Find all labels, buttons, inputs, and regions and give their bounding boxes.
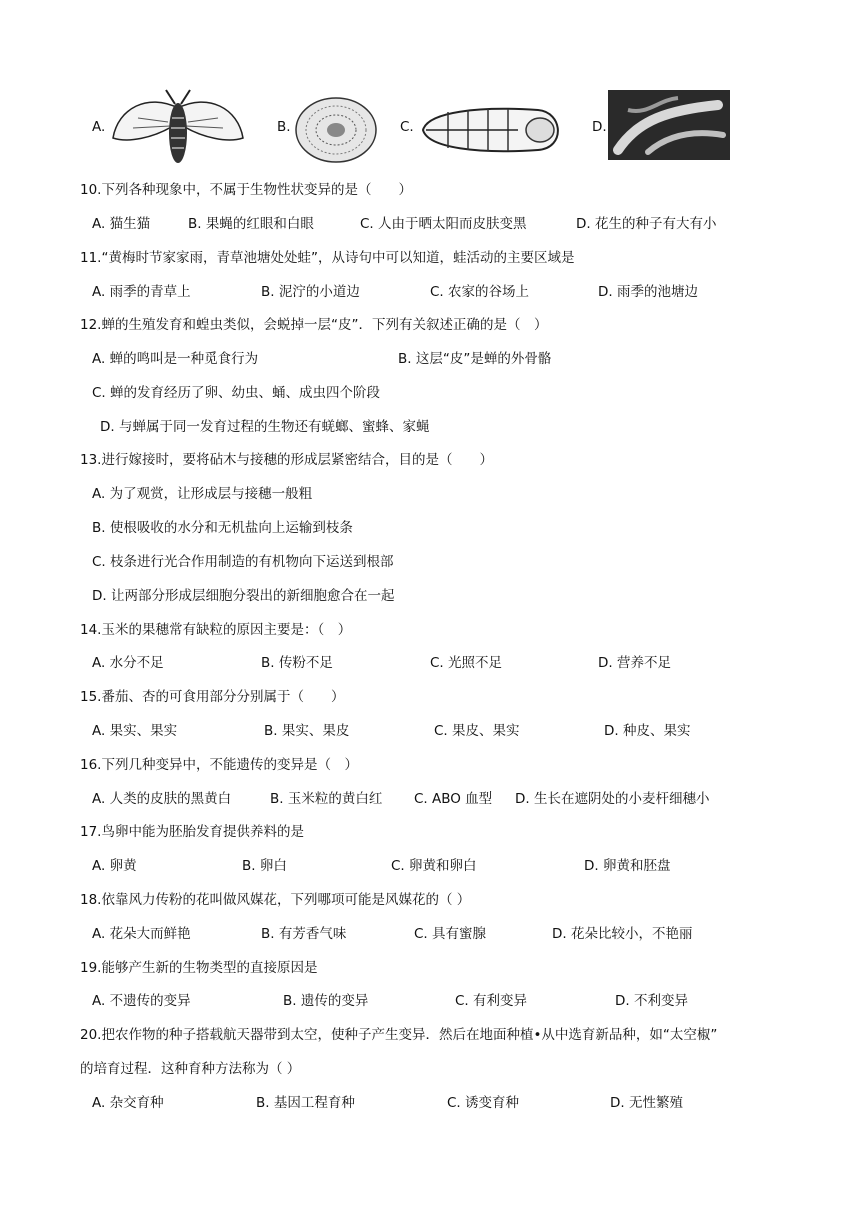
option-c: C. ABO 血型 [414,791,493,807]
option-b: B. 有芳香气味 [261,926,347,942]
option-b: B. 传粉不足 [261,655,333,671]
question-13-stem: 13.进行嫁接时，要将砧木与接穗的形成层紧密结合，目的是（ ） [80,452,493,468]
option-b: B. 果实、果皮 [264,723,350,739]
option-label: D. [592,119,607,135]
larva-icon [608,90,730,160]
option-c: C. 具有蜜腺 [414,926,487,942]
option-a: A. 人类的皮肤的黑黄白 [92,791,232,807]
option-a: A. 蝉的鸣叫是一种觅食行为 [92,351,259,367]
option-b: B. 卵白 [242,858,287,874]
option-d: D. 不利变异 [615,993,688,1009]
option-c: C. 卵黄和卵白 [391,858,477,874]
option-a: A. 卵黄 [92,858,137,874]
option-d: D. 与蝉属于同一发育过程的生物还有蜣螂、蜜蜂、家蝇 [100,419,430,435]
option-c: C. 农家的谷场上 [430,284,530,300]
option-d: D. 营养不足 [598,655,671,671]
option-d: D. 花生的种子有大有小 [576,216,717,232]
option-c: C. 人由于晒太阳而皮肤变黑 [360,216,527,232]
question-11-stem: 11.“黄梅时节家家雨，青草池塘处处蛙”，从诗句中可以知道，蛙活动的主要区域是 [80,250,575,266]
option-label: C. [400,119,414,135]
option-a: A. 果实、果实 [92,723,178,739]
option-d: D. 雨季的池塘边 [598,284,698,300]
question-20-stem: 20.把农作物的种子搭载航天器带到太空，使种子产生变异．然后在地面种植•从中选育新品种，如“太空椒” [80,1027,718,1043]
option-d: D. 花朵比较小，不艳丽 [552,926,693,942]
question-20-stem-continued: 的培育过程．这种育种方法称为（ ） [80,1061,301,1077]
option-d: D. 生长在遮阴处的小麦杆细穗小 [515,791,710,807]
option-c: C. 诱变育种 [447,1095,520,1111]
option-c: C. 有利变异 [455,993,528,1009]
option-b: B. 基因工程育种 [256,1095,355,1111]
pupa-icon [418,104,568,156]
option-d: D. 种皮、果实 [604,723,691,739]
option-a: A. 为了观赏，让形成层与接穗一般粗 [92,486,313,502]
option-b: B. 泥泞的小道边 [261,284,360,300]
egg-icon [294,96,378,164]
option-c: C. 光照不足 [430,655,503,671]
option-a: A. 水分不足 [92,655,164,671]
option-b: B. 果蝇的红眼和白眼 [188,216,314,232]
question-15-stem: 15.番茄、杏的可食用部分分别属于（ ） [80,689,345,705]
option-d: D. 卵黄和胚盘 [584,858,671,874]
moth-icon [108,88,248,168]
option-label: A. [92,119,106,135]
option-a: A. 猫生猫 [92,216,151,232]
option-c: C. 果皮、果实 [434,723,520,739]
option-a: A. 不遗传的变异 [92,993,191,1009]
option-label: B. [277,119,291,135]
option-d: D. 让两部分形成层细胞分裂出的新细胞愈合在一起 [92,588,395,604]
question-10-stem: 10.下列各种现象中，不属于生物性状变异的是（ ） [80,182,412,198]
question-12-stem: 12.蝉的生殖发育和蝗虫类似，会蜕掉一层“皮”．下列有关叙述正确的是（ ） [80,317,548,333]
option-b: B. 这层“皮”是蝉的外骨骼 [398,351,552,367]
question-17-stem: 17.鸟卵中能为胚胎发育提供养料的是 [80,824,304,840]
option-c: C. 蝉的发育经历了卵、幼虫、蛹、成虫四个阶段 [92,385,381,401]
option-b: B. 遗传的变异 [283,993,369,1009]
option-c: C. 枝条进行光合作用制造的有机物向下运送到根部 [92,554,394,570]
option-a: A. 花朵大而鲜艳 [92,926,191,942]
option-a: A. 雨季的青草上 [92,284,191,300]
option-d: D. 无性繁殖 [610,1095,683,1111]
option-b: B. 使根吸收的水分和无机盐向上运输到枝条 [92,520,353,536]
option-b: B. 玉米粒的黄白红 [270,791,383,807]
question-18-stem: 18.依靠风力传粉的花叫做风媒花，下列哪项可能是风媒花的（ ） [80,892,471,908]
question-16-stem: 16.下列几种变异中，不能遗传的变异是（ ） [80,757,358,773]
option-a: A. 杂交育种 [92,1095,164,1111]
question-14-stem: 14.玉米的果穗常有缺粒的原因主要是：（ ） [80,622,352,638]
question-19-stem: 19.能够产生新的生物类型的直接原因是 [80,960,318,976]
